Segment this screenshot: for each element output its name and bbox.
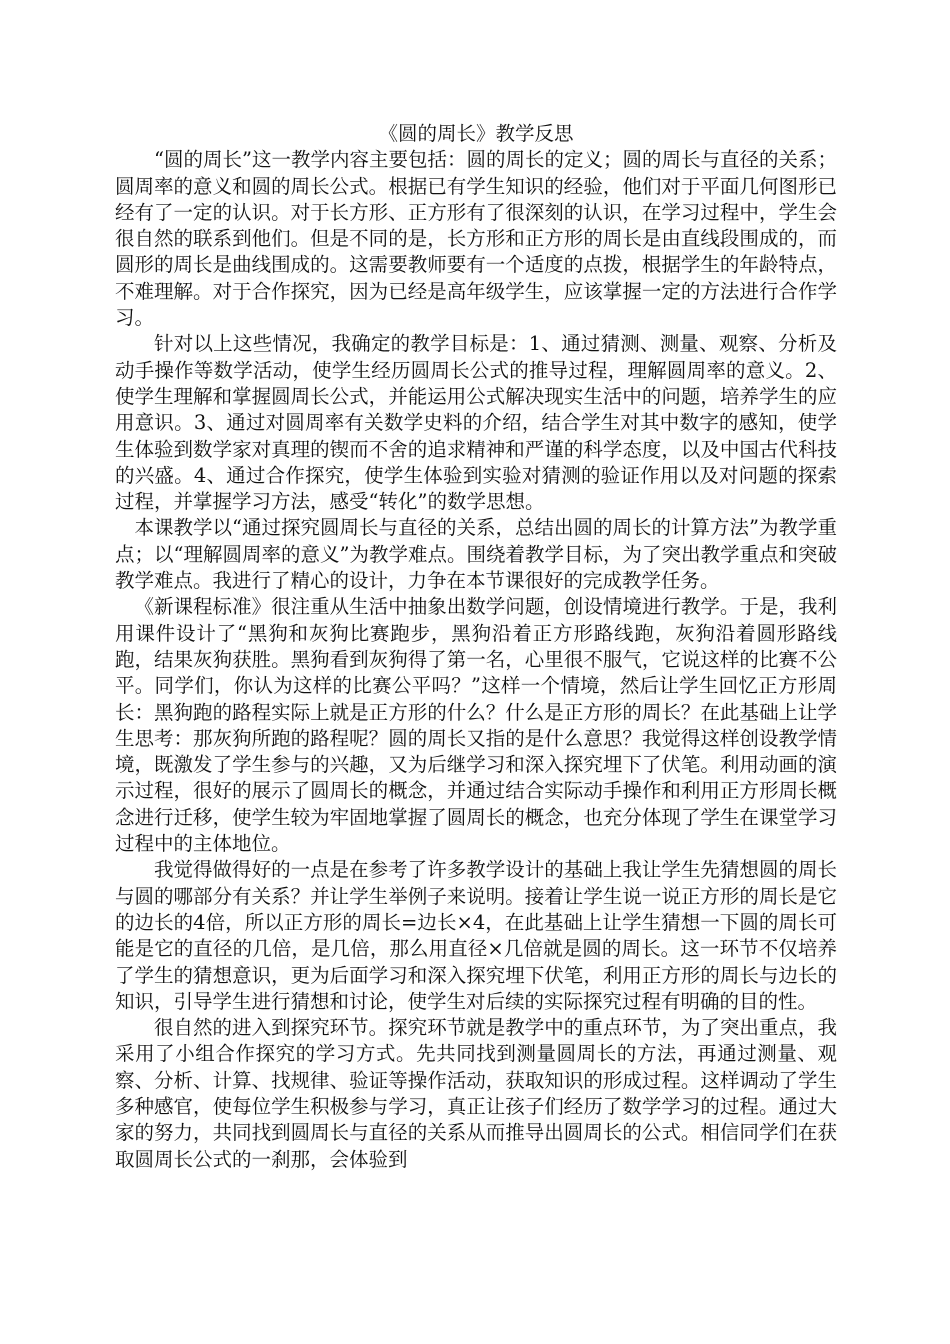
paragraph-3: 本课教学以“通过探究圆周长与直径的关系，总结出圆的周长的计算方法”为教学重点；以“理解圆周率的意义”为教学难点。围绕着教学目标，为了突出教学重点和突破教学难点。我进行了精心的设计，力争在本节课很好的完成教学任务。 — [115, 516, 837, 593]
document-page — [115, 121, 837, 1173]
paragraph-6: 很自然的进入到探究环节。探究环节就是教学中的重点环节，为了突出重点，我采用了小组合作探究的学习方式。先共同找到测量圆周长的方法，再通过测量、观察、分析、计算、找规律、验证等操作活动，获取知识的形成过程。这样调动了学生多种感官，使每位学生积极参与学习，真正让孩子们经历了数学学习的过程。通过大家的努力，共同找到圆周长与直径的关系从而推导出圆周长的公式。相信同学们在获取圆周长公式的一刹那，会体验到 — [115, 1016, 837, 1171]
paragraph-5: 我觉得做得好的一点是在参考了许多教学设计的基础上我让学生先猜想圆的周长与圆的哪部分有关系？并让学生举例子来说明。接着让学生说一说正方形的周长是它的边长的4倍，所以正方形的周长=边长×4，在此基础上让学生猜想一下圆的周长可能是它的直径的几倍，是几倍，那么用直径×几倍就是圆的周长。这一环节不仅培养了学生的猜想意识，更为后面学习和深入探究埋下伏笔，利用正方形的周长与边长的知识，引导学生进行猜想和讨论，使学生对后续的实际探究过程有明确的目的性。 — [115, 858, 837, 1013]
paragraph-1: “圆的周长”这一教学内容主要包括：圆的周长的定义；圆的周长与直径的关系；圆周率的意义和圆的周长公式。根据已有学生知识的经验，他们对于平面几何图形已经有了一定的认识。对于长方形、正方形有了很深刻的认识，在学习过程中，学生会很自然的联系到他们。但是不同的是，长方形和正方形的周长是由直线段围成的，而圆形的周长是曲线围成的。这需要教师要有一个适度的点拨，根据学生的年龄特点，不难理解。对于合作探究，因为已经是高年级学生，应该掌握一定的方法进行合作学习。 — [115, 148, 837, 330]
paragraph-4: 《新课程标准》很注重从生活中抽象出数学问题，创设情境进行教学。于是，我利用课件设计了“黑狗和灰狗比赛跑步，黑狗沿着正方形路线跑，灰狗沿着圆形路线跑，结果灰狗获胜。黑狗看到灰狗得了第一名，心里很不服气，它说这样的比赛不公平。同学们，你认为这样的比赛公平吗？”这样一个情境，然后让学生回忆正方形周长：黑狗跑的路程实际上就是正方形的什么？什么是正方形的周长？在此基础上让学生思考：那灰狗所跑的路程呢？圆的周长又指的是什么意思？我觉得这样创设教学情境，既激发了学生参与的兴趣，又为后继学习和深入探究埋下了伏笔。利用动画的演示过程，很好的展示了圆周长的概念，并通过结合实际动手操作和利用正方形周长概念进行迁移，使学生较为牢固地掌握了圆周长的概念，也充分体现了学生在课堂学习过程中的主体地位。 — [115, 595, 837, 856]
document-title: 《圆的周长》教学反思 — [378, 122, 574, 145]
paragraph-2: 针对以上这些情况，我确定的教学目标是：1、通过猜测、测量、观察、分析及动手操作等数学活动，使学生经历圆周长公式的推导过程，理解圆周率的意义。2、使学生理解和掌握圆周长公式，并能运用公式解决现实生活中的问题，培养学生的应用意识。3、通过对圆周率有关数学史料的介绍，结合学生对其中数字的感知，使学生体验到数学家对真理的锲而不舍的追求精神和严谨的科学态度，以及中国古代科技的兴盛。4、通过合作探究，使学生体验到实验对猜测的验证作用以及对问题的探索过程，并掌握学习方法，感受“转化”的数学思想。 — [115, 332, 837, 514]
